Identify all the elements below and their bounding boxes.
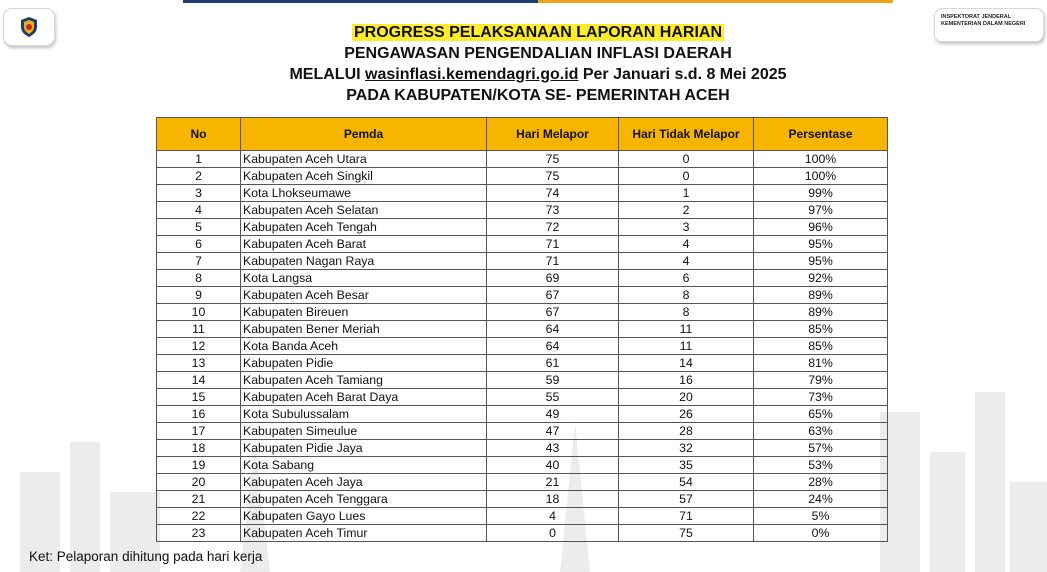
table-row [157, 236, 888, 253]
cell-pemda: Kabupaten Aceh Barat [241, 236, 487, 253]
cell-hari-tidak-melapor: 57 [619, 491, 754, 508]
cell-no: 18 [157, 440, 241, 457]
cell-pemda: Kabupaten Bireuen [241, 304, 487, 321]
cell-persentase: 73% [754, 389, 888, 406]
cell-no: 7 [157, 253, 241, 270]
cell-no: 9 [157, 287, 241, 304]
cell-no: 21 [157, 491, 241, 508]
table-row [157, 202, 888, 219]
cell-hari-melapor: 73 [487, 202, 619, 219]
table-row [157, 151, 888, 168]
table-row [157, 389, 888, 406]
table-row [157, 253, 888, 270]
cell-no: 13 [157, 355, 241, 372]
cell-pemda: Kabupaten Gayo Lues [241, 508, 487, 525]
cell-hari-tidak-melapor: 6 [619, 270, 754, 287]
cell-no: 19 [157, 457, 241, 474]
header-persentase: Persentase [754, 118, 888, 151]
cell-pemda: Kabupaten Aceh Singkil [241, 168, 487, 185]
header-hari-melapor: Hari Melapor [487, 118, 619, 151]
table-row [157, 372, 888, 389]
table-row [157, 440, 888, 457]
cell-hari-tidak-melapor: 1 [619, 185, 754, 202]
cell-pemda: Kabupaten Nagan Raya [241, 253, 487, 270]
cell-no: 16 [157, 406, 241, 423]
header-no: No [157, 118, 241, 151]
cell-hari-tidak-melapor: 0 [619, 168, 754, 185]
header-hari-tidak-melapor: Hari Tidak Melapor [619, 118, 754, 151]
kemendagri-emblem-icon [20, 16, 38, 38]
report-title [183, 22, 893, 43]
cell-persentase: 5% [754, 508, 888, 525]
cell-persentase: 85% [754, 321, 888, 338]
report-title-block [183, 22, 893, 106]
cell-pemda: Kota Sabang [241, 457, 487, 474]
org-label-line2: KEMENTERIAN DALAM NEGERI [941, 21, 1026, 27]
cell-no: 4 [157, 202, 241, 219]
cell-pemda: Kabupaten Aceh Tengah [241, 219, 487, 236]
cell-hari-tidak-melapor: 32 [619, 440, 754, 457]
table-header-row [157, 118, 888, 151]
cell-pemda: Kabupaten Simeulue [241, 423, 487, 440]
cell-no: 23 [157, 525, 241, 542]
cell-hari-tidak-melapor: 4 [619, 253, 754, 270]
cell-no: 15 [157, 389, 241, 406]
cell-no: 14 [157, 372, 241, 389]
table-row [157, 355, 888, 372]
top-accent-navy [183, 0, 538, 3]
table-row [157, 168, 888, 185]
cell-hari-tidak-melapor: 0 [619, 151, 754, 168]
table-row [157, 423, 888, 440]
cell-pemda: Kabupaten Pidie [241, 355, 487, 372]
cell-no: 8 [157, 270, 241, 287]
period-suffix: Per Januari s.d. 8 Mei 2025 [578, 66, 787, 83]
cell-hari-melapor: 69 [487, 270, 619, 287]
cell-persentase: 28% [754, 474, 888, 491]
cell-persentase: 24% [754, 491, 888, 508]
table-row [157, 491, 888, 508]
cell-hari-melapor: 64 [487, 321, 619, 338]
cell-hari-tidak-melapor: 11 [619, 338, 754, 355]
cell-persentase: 89% [754, 304, 888, 321]
report-table [156, 117, 888, 542]
cell-hari-melapor: 4 [487, 508, 619, 525]
cell-hari-tidak-melapor: 75 [619, 525, 754, 542]
cell-persentase: 97% [754, 202, 888, 219]
cell-hari-melapor: 47 [487, 423, 619, 440]
cell-persentase: 65% [754, 406, 888, 423]
cell-hari-melapor: 64 [487, 338, 619, 355]
cell-no: 10 [157, 304, 241, 321]
cell-hari-melapor: 59 [487, 372, 619, 389]
cell-persentase: 57% [754, 440, 888, 457]
cell-hari-melapor: 40 [487, 457, 619, 474]
table-row [157, 185, 888, 202]
cell-hari-tidak-melapor: 14 [619, 355, 754, 372]
cell-hari-melapor: 71 [487, 236, 619, 253]
cell-hari-tidak-melapor: 4 [619, 236, 754, 253]
report-subtitle: PENGAWASAN PENGENDALIAN INFLASI DAERAH [344, 45, 732, 62]
cell-hari-tidak-melapor: 2 [619, 202, 754, 219]
website-link[interactable]: wasinflasi.kemendagri.go.id [365, 66, 579, 83]
top-accent-orange [538, 0, 893, 3]
cell-persentase: 99% [754, 185, 888, 202]
cell-pemda: Kota Subulussalam [241, 406, 487, 423]
cell-hari-melapor: 75 [487, 168, 619, 185]
cell-hari-tidak-melapor: 3 [619, 219, 754, 236]
header-pemda: Pemda [241, 118, 487, 151]
cell-pemda: Kabupaten Bener Meriah [241, 321, 487, 338]
cell-hari-melapor: 43 [487, 440, 619, 457]
cell-no: 2 [157, 168, 241, 185]
cell-hari-tidak-melapor: 8 [619, 304, 754, 321]
cell-no: 11 [157, 321, 241, 338]
cell-no: 22 [157, 508, 241, 525]
cell-hari-melapor: 49 [487, 406, 619, 423]
cell-no: 1 [157, 151, 241, 168]
cell-pemda: Kabupaten Pidie Jaya [241, 440, 487, 457]
cell-persentase: 96% [754, 219, 888, 236]
org-label-line1: INSPEKTORAT JENDERAL [941, 14, 1012, 20]
cell-pemda: Kabupaten Aceh Tenggara [241, 491, 487, 508]
cell-persentase: 85% [754, 338, 888, 355]
report-title-highlight: PROGRESS PELAKSANAAN LAPORAN HARIAN [353, 24, 723, 41]
cell-pemda: Kota Banda Aceh [241, 338, 487, 355]
table-row [157, 287, 888, 304]
cell-no: 3 [157, 185, 241, 202]
cell-persentase: 0% [754, 525, 888, 542]
period-prefix: MELALUI [289, 66, 366, 83]
cell-hari-tidak-melapor: 35 [619, 457, 754, 474]
table-row [157, 219, 888, 236]
cell-hari-melapor: 61 [487, 355, 619, 372]
cell-hari-tidak-melapor: 28 [619, 423, 754, 440]
cell-hari-melapor: 67 [487, 304, 619, 321]
cell-hari-melapor: 75 [487, 151, 619, 168]
cell-hari-melapor: 67 [487, 287, 619, 304]
table-row [157, 338, 888, 355]
cell-hari-melapor: 71 [487, 253, 619, 270]
cell-persentase: 53% [754, 457, 888, 474]
cell-hari-tidak-melapor: 71 [619, 508, 754, 525]
cell-hari-melapor: 72 [487, 219, 619, 236]
report-period-line [183, 64, 893, 85]
table-row [157, 304, 888, 321]
table-row [157, 508, 888, 525]
cell-pemda: Kabupaten Aceh Timur [241, 525, 487, 542]
cell-persentase: 92% [754, 270, 888, 287]
top-accent-bar [183, 0, 893, 3]
cell-pemda: Kabupaten Aceh Besar [241, 287, 487, 304]
cell-no: 12 [157, 338, 241, 355]
cell-pemda: Kabupaten Aceh Jaya [241, 474, 487, 491]
cell-persentase: 63% [754, 423, 888, 440]
cell-hari-tidak-melapor: 54 [619, 474, 754, 491]
cell-persentase: 95% [754, 253, 888, 270]
cell-no: 6 [157, 236, 241, 253]
logo-badge [3, 8, 55, 46]
table-row [157, 406, 888, 423]
cell-hari-melapor: 55 [487, 389, 619, 406]
cell-hari-melapor: 0 [487, 525, 619, 542]
cell-no: 5 [157, 219, 241, 236]
org-label [934, 8, 1044, 42]
footnote: Ket: Pelaporan dihitung pada hari kerja [29, 549, 263, 564]
cell-pemda: Kabupaten Aceh Tamiang [241, 372, 487, 389]
cell-hari-tidak-melapor: 16 [619, 372, 754, 389]
table-body [157, 151, 888, 542]
cell-pemda: Kota Langsa [241, 270, 487, 287]
cell-persentase: 100% [754, 151, 888, 168]
cell-hari-tidak-melapor: 26 [619, 406, 754, 423]
cell-pemda: Kabupaten Aceh Utara [241, 151, 487, 168]
cell-hari-melapor: 21 [487, 474, 619, 491]
cell-pemda: Kota Lhokseumawe [241, 185, 487, 202]
cell-hari-tidak-melapor: 20 [619, 389, 754, 406]
cell-hari-tidak-melapor: 11 [619, 321, 754, 338]
table-row [157, 321, 888, 338]
cell-hari-melapor: 74 [487, 185, 619, 202]
cell-persentase: 95% [754, 236, 888, 253]
cell-no: 17 [157, 423, 241, 440]
table-row [157, 270, 888, 287]
table-header [157, 118, 888, 151]
cell-persentase: 79% [754, 372, 888, 389]
cell-pemda: Kabupaten Aceh Selatan [241, 202, 487, 219]
table-row [157, 457, 888, 474]
report-region-line: PADA KABUPATEN/KOTA SE- PEMERINTAH ACEH [346, 87, 730, 104]
cell-persentase: 89% [754, 287, 888, 304]
cell-hari-tidak-melapor: 8 [619, 287, 754, 304]
table-row [157, 474, 888, 491]
cell-no: 20 [157, 474, 241, 491]
cell-pemda: Kabupaten Aceh Barat Daya [241, 389, 487, 406]
table-row [157, 525, 888, 542]
cell-persentase: 81% [754, 355, 888, 372]
cell-persentase: 100% [754, 168, 888, 185]
cell-hari-melapor: 18 [487, 491, 619, 508]
